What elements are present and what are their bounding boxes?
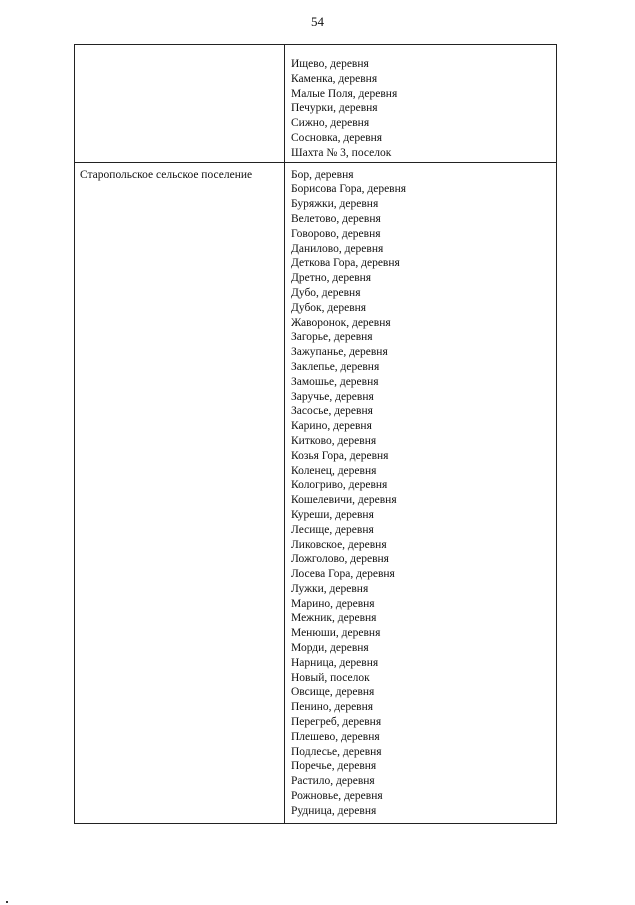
list-item: Дретно, деревня bbox=[291, 272, 372, 285]
list-item: Загорье, деревня bbox=[291, 331, 373, 344]
list-item: Морди, деревня bbox=[291, 642, 369, 655]
list-item: Кологриво, деревня bbox=[291, 479, 388, 492]
list-item: Козья Гора, деревня bbox=[291, 449, 389, 462]
list-item: Рудница, деревня bbox=[291, 804, 377, 817]
list-item: Ищево, деревня bbox=[291, 58, 369, 70]
list-item: Велетово, деревня bbox=[291, 212, 381, 225]
list-item: Пенино, деревня bbox=[291, 701, 374, 714]
list-item: Поречье, деревня bbox=[291, 760, 377, 773]
list-item: Подлесье, деревня bbox=[291, 745, 382, 758]
list-item: Сижно, деревня bbox=[291, 117, 370, 130]
list-item: Замошье, деревня bbox=[291, 375, 379, 388]
list-item: Бор, деревня bbox=[291, 168, 354, 181]
list-item: Каменка, деревня bbox=[291, 72, 378, 85]
list-item: Зажупанье, деревня bbox=[291, 346, 388, 359]
list-item: Малые Поля, деревня bbox=[291, 87, 398, 100]
list-item: Борисова Гора, деревня bbox=[291, 183, 407, 196]
list-item: Нарница, деревня bbox=[291, 656, 379, 669]
list-item: Дубо, деревня bbox=[291, 286, 361, 299]
list-item: Заручье, деревня bbox=[291, 390, 374, 403]
list-item: Новый, поселок bbox=[291, 671, 370, 684]
list-item: Лужки, деревня bbox=[291, 582, 369, 595]
list-item: Менюши, деревня bbox=[291, 627, 381, 640]
list-item: Лесище, деревня bbox=[291, 523, 374, 536]
list-item: Межник, деревня bbox=[291, 612, 377, 625]
list-item: Сосновка, деревня bbox=[291, 131, 383, 144]
list-item: Перегреб, деревня bbox=[291, 716, 382, 729]
page-number: 54 bbox=[311, 14, 324, 29]
scan-mark bbox=[6, 901, 8, 903]
list-item: Карино, деревня bbox=[291, 420, 372, 433]
settlement-cell: Старопольское сельское поселение bbox=[75, 162, 285, 823]
list-item: Куреши, деревня bbox=[291, 508, 374, 521]
list-item: Деткова Гора, деревня bbox=[291, 257, 400, 270]
list-item: Растило, деревня bbox=[291, 775, 375, 788]
localities-list bbox=[291, 57, 556, 161]
list-item: Печурки, деревня bbox=[291, 102, 378, 115]
list-item: Плешево, деревня bbox=[291, 730, 380, 743]
settlements-table bbox=[74, 44, 557, 824]
list-item: Ложголово, деревня bbox=[291, 553, 389, 566]
list-item: Жаворонок, деревня bbox=[291, 316, 391, 329]
list-item: Говорово, деревня bbox=[291, 227, 381, 240]
list-item: Буряжки, деревня bbox=[291, 198, 379, 211]
localities-cell bbox=[285, 45, 557, 163]
list-item: Лосева Гора, деревня bbox=[291, 568, 395, 581]
list-item: Кошелевичи, деревня bbox=[291, 494, 397, 507]
list-item: Заклепье, деревня bbox=[291, 360, 380, 373]
settlement-cell bbox=[75, 45, 285, 163]
localities-list bbox=[291, 168, 556, 819]
list-item: Дубок, деревня bbox=[291, 301, 367, 314]
localities-cell bbox=[285, 162, 557, 823]
list-item: Рожновье, деревня bbox=[291, 790, 383, 803]
list-item: Засосье, деревня bbox=[291, 405, 373, 418]
list-item: Данилово, деревня bbox=[291, 242, 384, 255]
table-row bbox=[75, 162, 557, 823]
list-item: Марино, деревня bbox=[291, 597, 375, 610]
list-item: Овсище, деревня bbox=[291, 686, 375, 699]
table-row bbox=[75, 45, 557, 163]
list-item: Ликовское, деревня bbox=[291, 538, 387, 551]
list-item: Китково, деревня bbox=[291, 434, 377, 447]
list-item: Шахта № 3, поселок bbox=[291, 146, 392, 159]
list-item: Коленец, деревня bbox=[291, 464, 377, 477]
